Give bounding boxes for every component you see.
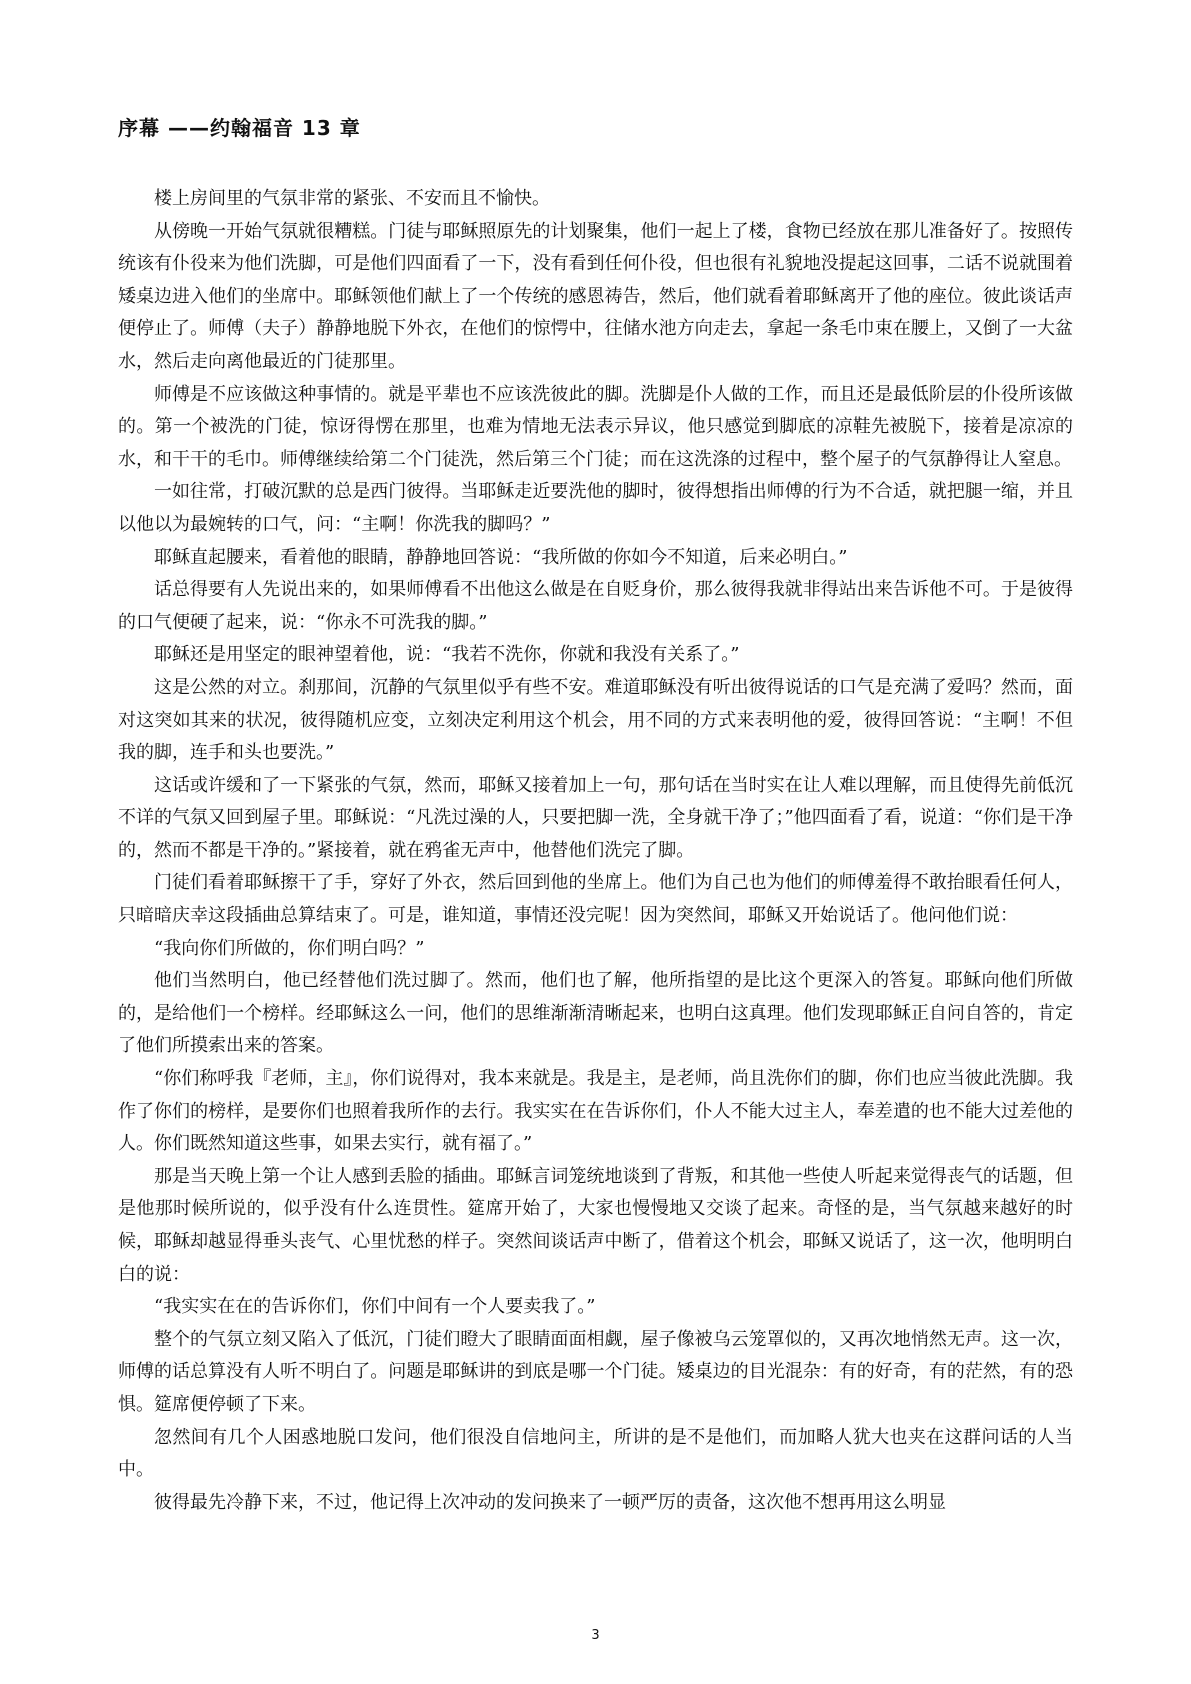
body-text <box>118 183 1073 1519</box>
paragraph: 忽然间有几个人困惑地脱口发问，他们很没自信地问主，所讲的是不是他们，而加略人犹大也夹在这群问话的人当中。 <box>118 1426 1073 1481</box>
page-number: 3 <box>591 1628 600 1643</box>
paragraph: 那是当天晚上第一个让人感到丢脸的插曲。耶稣言词笼统地谈到了背叛，和其他一些使人听起来觉得丧气的话题，但是他那时候所说的，似乎没有什么连贯性。筵席开始了，大家也慢慢地又交谈了起来。奇怪的是，当气氛越来越好的时候，耶稣却越显得垂头丧气、心里忧愁的样子。突然间谈话声中断了，借着这个机会，耶稣又说话了，这一次，他明明白白的说： <box>118 1165 1073 1285</box>
paragraph: 话总得要有人先说出来的，如果师傅看不出他这么做是在自贬身价，那么彼得我就非得站出来告诉他不可。于是彼得的口气便硬了起来，说：“你永不可洗我的脚。” <box>118 579 1073 633</box>
paragraph: “我向你们所做的，你们明白吗？” <box>154 937 425 959</box>
paragraph: 这话或许缓和了一下紧张的气氛，然而，耶稣又接着加上一句，那句话在当时实在让人难以理解，而且使得先前低沉不详的气氛又回到屋子里。耶稣说：“凡洗过澡的人，只要把脚一洗，全身就干净了；”他四面看了看，说道：“你们是干净的，然而不都是干净的。”紧接着，就在鸦雀无声中，他替他们洗完了脚。 <box>118 774 1073 861</box>
paragraph: 耶稣直起腰来，看着他的眼睛，静静地回答说：“我所做的你如今不知道，后来必明白。” <box>154 546 848 568</box>
paragraph: 这是公然的对立。刹那间，沉静的气氛里似乎有些不安。难道耶稣没有听出彼得说话的口气是充满了爱吗？然而，面对这突如其来的状况，彼得随机应变，立刻决定利用这个机会，用不同的方式来表明他的爱，彼得回答说：“主啊！不但我的脚，连手和头也要洗。” <box>118 676 1073 764</box>
paragraph: “我实实在在的告诉你们，你们中间有一个人要卖我了。” <box>154 1296 596 1318</box>
paragraph: 师傅是不应该做这种事情的。就是平辈也不应该洗彼此的脚。洗脚是仆人做的工作，而且还是最低阶层的仆役所该做的。第一个被洗的门徒，惊讶得愣在那里，也难为情地无法表示异议，他只感觉到脚底的凉鞋先被脱下，接着是凉凉的水，和干干的毛巾。师傅继续给第二个门徒洗，然后第三个门徒；而在这洗涤的过程中，整个屋子的气氛静得让人窒息。 <box>118 383 1073 470</box>
paragraph: 他们当然明白，他已经替他们洗过脚了。然而，他们也了解，他所指望的是比这个更深入的答复。耶稣向他们所做的，是给他们一个榜样。经耶稣这么一问，他们的思维渐渐清晰起来，也明白这真理。他们发现耶稣正自问自答的，肯定了他们所摸索出来的答案。 <box>118 970 1073 1057</box>
chapter-title: 序幕 ——约翰福音 13 章 <box>118 116 361 140</box>
paragraph: 耶稣还是用坚定的眼神望着他，说：“我若不洗你，你就和我没有关系了。” <box>154 644 740 666</box>
paragraph: 一如往常，打破沉默的总是西门彼得。当耶稣走近要洗他的脚时，彼得想指出师傅的行为不合适，就把腿一缩，并且以他以为最婉转的口气，问：“主啊！你洗我的脚吗？” <box>118 481 1073 535</box>
paragraph: 楼上房间里的气氛非常的紧张、不安而且不愉快。 <box>154 188 550 209</box>
paragraph: 从傍晚一开始气氛就很糟糕。门徒与耶稣照原先的计划聚集，他们一起上了楼，食物已经放在那儿准备好了。按照传统该有仆役来为他们洗脚，可是他们四面看了一下，没有看到任何仆役，但也很有礼貌地没提起这回事，二话不说就围着矮桌边进入他们的坐席中。耶稣领他们献上了一个传统的感恩祷告，然后，他们就看着耶稣离开了他的座位。彼此谈话声便停止了。师傅（夫子）静静地脱下外衣，在他们的惊愕中，往储水池方向走去，拿起一条毛巾束在腰上，又倒了一大盆水，然后走向离他最近的门徒那里。 <box>118 220 1073 372</box>
paragraph: 整个的气氛立刻又陷入了低沉，门徒们瞪大了眼睛面面相觑，屋子像被乌云笼罩似的，又再次地悄然无声。这一次，师傅的话总算没有人听不明白了。问题是耶稣讲的到底是哪一个门徒。矮桌边的目光混杂：有的好奇，有的茫然，有的恐惧。筵席便停顿了下来。 <box>118 1328 1073 1415</box>
paragraph: 彼得最先冷静下来，不过，他记得上次冲动的发问换来了一顿严厉的责备，这次他不想再用这么明显 <box>154 1491 946 1513</box>
paragraph: 门徒们看着耶稣擦干了手，穿好了外衣，然后回到他的坐席上。他们为自己也为他们的师傅羞得不敢抬眼看任何人，只暗暗庆幸这段插曲总算结束了。可是，谁知道，事情还没完呢！因为突然间，耶稣又开始说话了。他问他们说： <box>118 872 1073 927</box>
paragraph: “你们称呼我『老师，主』，你们说得对，我本来就是。我是主，是老师，尚且洗你们的脚，你们也应当彼此洗脚。我作了你们的榜样，是要你们也照着我所作的去行。我实实在在告诉你们，仆人不能大过主人，奉差遣的也不能大过差他的人。你们既然知道这些事，如果去实行，就有福了。” <box>118 1068 1073 1155</box>
